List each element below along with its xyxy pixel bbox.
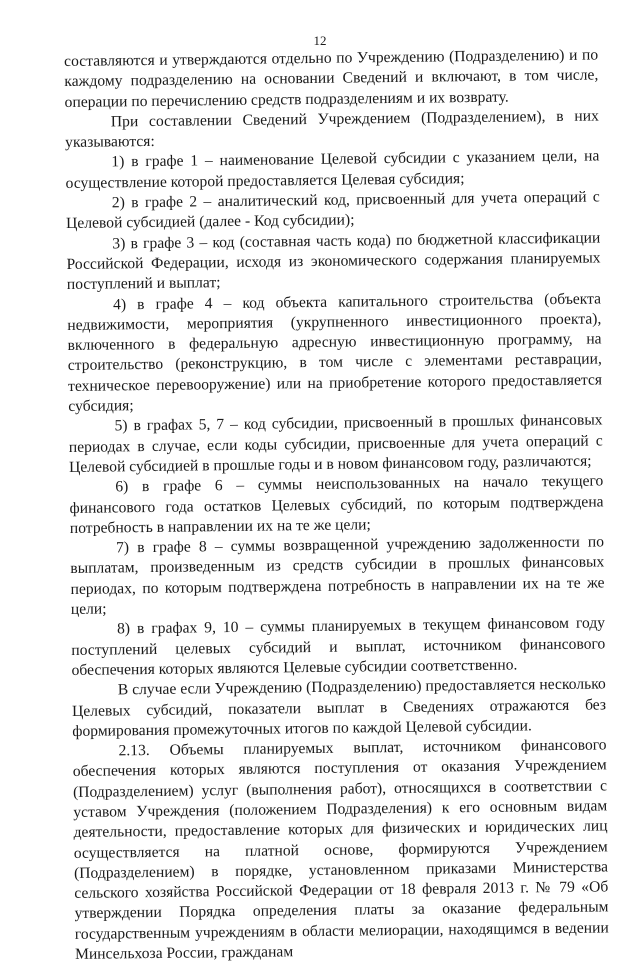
list-item-1: 1) в графе 1 – наименование Целевой субсидии с указанием цели, на осуществление которой предоставляется Целевая субсидия; [65,147,600,192]
list-item-6: 6) в графе 6 – суммы неиспользованных на начало текущего финансового года остатков Целевых субсидий, по которым подтверждена потребность в направлении их на те же цели; [69,472,604,537]
paragraph-section-2-13: 2.13. Объемы планируемых выплат, источником финансового обеспечения которых являются поступления от оказания Учреждением (Подразделением) услуг (выполнения работ), относящихся в соответствии с уставом Учреждения (положением Подразделения) к его основным видам деятельности, предоставление которых для физических и юридических лиц осуществляется на платной основе, формируются Учреждением (Подразделением) в порядке, установленном приказами Министерства сельского хозяйства Российской Федерации от 18 февраля 2013 г. № 79 «Об утверждении Порядка определения платы за оказание федеральным государственным учреждениям в области мелиорации, находящимся в ведении Минсельхоза России, гражданам [72,736,609,963]
document-body [64,45,609,965]
list-item-2: 2) в графе 2 – аналитический код, присвоенный для учета операций с Целевой субсидией (далее - Код субсидии); [65,188,600,233]
page-number: 12 [313,33,327,48]
list-item-5: 5) в графах 5, 7 – код субсидии, присвоенный в прошлых финансовых периодах в случае, если коды субсидии, присвоенные для учета операций с Целевой субсидией в прошлые годы и в новом финансовом году, различаются; [68,411,603,476]
list-item-8: 8) в графах 9, 10 – суммы планируемых в текущем финансовом году поступлений целевых субсидий и выплат, источником финансового обеспечения которых являются Целевые субсидии соответственно. [71,614,606,679]
paragraph-intro: При составлении Сведений Учреждением (Подразделением), в них указываются: [65,107,599,152]
list-item-7: 7) в графе 8 – суммы возвращенной учреждению задолженности по выплатам, произведенным из средств субсидии в прошлых финансовых периодах, по которым подтверждена потребность в направлении их на те же цели; [70,533,605,618]
list-item-3: 3) в графе 3 – код (составная часть кода) по бюджетной классификации Российской Федерации, исходя из экономического содержания планируемых поступлений и выплат; [66,229,601,294]
paragraph-continuation: составляются и утверждаются отдельно по Учреждению (Подразделению) и по каждому подразделению на основании Сведений и включают, в том числе, операции по перечислению средств подразделениям и их возврату. [64,46,599,111]
list-item-4: 4) в графе 4 – код объекта капитального строительства (объекта недвижимости, мероприятия (укрупненного инвестиционного проекта), включенного в федеральную адресную инвестиционную программу, на строительство (реконструкцию, в том числе с элементами реставрации, техническое перевооружение) или на приобретение которого предоставляется субсидия; [67,290,603,416]
paragraph-multiple-subsidies: В случае если Учреждению (Подразделению) предоставляется несколько Целевых субсидий, показатели выплат в Сведениях отражаются без формирования промежуточных итогов по каждой Целевой субсидии. [71,675,607,740]
